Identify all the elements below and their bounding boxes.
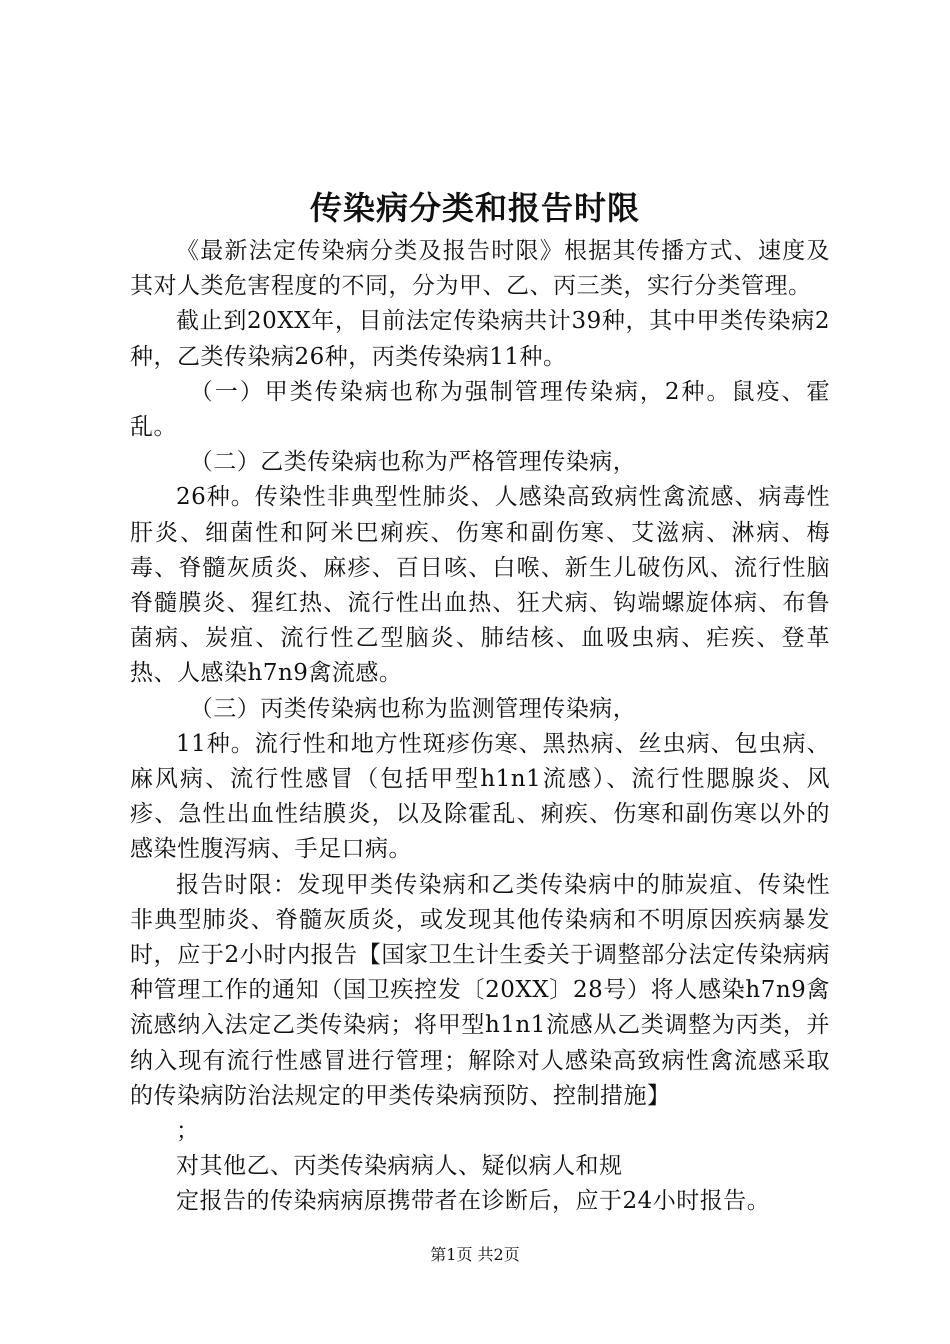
page-footer: 第1页 共2页	[430, 1245, 520, 1264]
paragraph-class-a: （一）甲类传染病也称为强制管理传染病，2种。鼠疫、霍乱。	[130, 378, 830, 441]
paragraph-class-b-list: 26种。传染性非典型性肺炎、人感染高致病性禽流感、病毒性肝炎、细菌性和阿米巴痢疾、伤寒和副伤寒、艾滋病、淋病、梅毒、脊髓灰质炎、麻疹、百日咳、白喉、新生儿破伤风、流行性脑脊髓膜炎、猩红热、流行性出血热、狂犬病、钩端螺旋体病、布鲁菌病、炭疽、流行性乙型脑炎、肺结核、血吸虫病、疟疾、登革热、人感染h7n9禽流感。	[130, 484, 830, 687]
paragraph-class-c-list: 11种。流行性和地方性斑疹伤寒、黑热病、丝虫病、包虫病、麻风病、流行性感冒（包括甲型h1n1流感）、流行性腮腺炎、风疹、急性出血性结膜炎，以及除霍乱、痢疾、伤寒和副伤寒以外的感染性腹泻病、手足口病。	[130, 730, 830, 863]
paragraph-24h-report: 定报告的传染病病原携带者在诊断后，应于24小时报告。	[176, 1188, 771, 1215]
paragraph-other-classes: 对其他乙、丙类传染病病人、疑似病人和规	[176, 1153, 623, 1180]
paragraph-semicolon: ；	[176, 1118, 200, 1145]
paragraph-report-deadline: 报告时限：发现甲类传染病和乙类传染病中的肺炭疽、传染性非典型肺炎、脊髓灰质炎，或发现其他传染病和不明原因疾病暴发时，应于2小时内报告【国家卫生计生委关于调整部分法定传染病病种管理工作的通知（国卫疾控发〔20XX〕28号）将人感染h7n9禽流感纳入法定乙类传染病；将甲型h1n1流感从乙类调整为丙类，并纳入现有流行性感冒进行管理；解除对人感染高致病性禽流感采取的传染病防治法规定的甲类传染病预防、控制措施】	[130, 871, 830, 1109]
document-title: 传染病分类和报告时限	[309, 189, 640, 227]
paragraph-class-b-heading: （二）乙类传染病也称为严格管理传染病，	[189, 449, 637, 476]
paragraph-intro: 《最新法定传染病分类及报告时限》根据其传播方式、速度及其对人类危害程度的不同，分为甲、乙、丙三类，实行分类管理。	[130, 238, 830, 300]
document-body	[130, 234, 830, 1220]
paragraph-class-c-heading: （三）丙类传染病也称为监测管理传染病，	[189, 695, 637, 722]
paragraph-count: 截止到20XX年，目前法定传染病共计39种，其中甲类传染病2种，乙类传染病26种，丙类传染病11种。	[130, 308, 830, 370]
